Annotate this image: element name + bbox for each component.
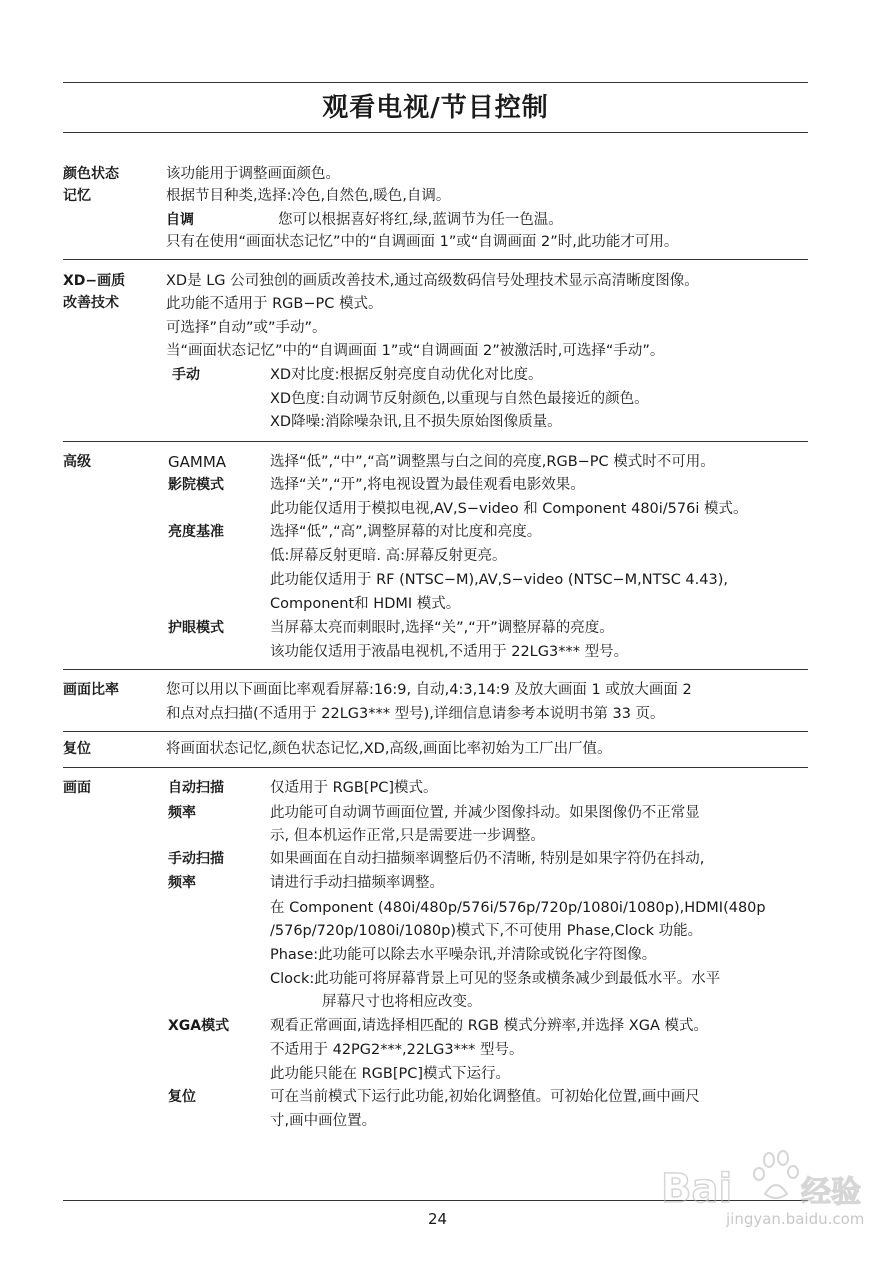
xd-line: 可选择”自动”或”手动”。 [166, 320, 327, 336]
color-memory-line: 根据节目种类,选择:冷色,自然色,暖色,自调。 [166, 188, 451, 204]
manual-config-text: Phase:此功能可以除去水平噪杂讯,并清除或锐化字符图像。 [270, 947, 657, 963]
color-memory-line: 该功能用于调整画面颜色。 [166, 166, 340, 182]
advanced-label: 高级 [63, 454, 91, 470]
gamma-text: 选择“低”,“中”,“高”调整黑与白之间的亮度,RGB−PC 模式时不可用。 [270, 454, 715, 470]
manual-config-text: /576p/720p/1080i/1080p)模式下,不可使用 Phase,Clock 功能。 [270, 923, 703, 939]
screen-label: 画面 [63, 780, 91, 796]
color-memory-label-2: 记忆 [63, 188, 91, 204]
section-divider [63, 731, 808, 732]
cinema-text: 此功能仅适用于模拟电视,AV,S−video 和 Component 480i/576i 模式。 [270, 501, 748, 517]
screen-reset-text: 寸,画中画位置。 [270, 1113, 377, 1129]
eye-care-label: 护眼模式 [168, 620, 224, 636]
watermark-url: jingyan.baidu.com [726, 1210, 865, 1228]
manual-config-label-2: 频率 [168, 875, 196, 891]
manual-config-text: 请进行手动扫描频率调整。 [270, 875, 444, 891]
xd-sub-label: 手动 [172, 367, 200, 383]
manual-config-text: 屏幕尺寸也将相应改变。 [322, 994, 482, 1010]
section-divider [63, 259, 808, 260]
black-level-text: 选择“低”,“高”,调整屏幕的对比度和亮度。 [270, 524, 542, 540]
eye-care-text: 当屏幕太亮而刺眼时,选择“关”,“开”调整屏幕的亮度。 [270, 620, 614, 636]
xga-mode-text: 观看正常画面,请选择相匹配的 RGB 模式分辨率,并选择 XGA 模式。 [270, 1018, 708, 1034]
xd-line: 此功能不适用于 RGB−PC 模式。 [166, 296, 383, 312]
aspect-line: 和点对点扫描(不适用于 22LG3*** 型号),详细信息请参考本说明书第 33 页。 [166, 706, 665, 722]
black-level-text: 此功能仅适用于 RF (NTSC−M),AV,S−video (NTSC−M,NTSC 4.43), [270, 572, 728, 588]
color-memory-line: 只有在使用“画面状态记忆”中的“自调画面 1”或“自调画面 2”时,此功能才可用。 [166, 234, 679, 250]
cinema-text: 选择“关”,“开”,将电视设置为最佳观看电影效果。 [270, 477, 585, 493]
xga-mode-text: 不适用于 42PG2***,22LG3*** 型号。 [270, 1042, 524, 1058]
page-title: 观看电视/节目控制 [322, 93, 549, 123]
auto-config-label: 自动扫描 [168, 780, 224, 796]
title-underline [63, 132, 808, 133]
reset-label: 复位 [63, 741, 91, 757]
manual-config-label: 手动扫描 [168, 851, 224, 867]
xd-line: 当“画面状态记忆”中的“自调画面 1”或“自调画面 2”被激活时,可选择“手动”。 [166, 343, 665, 359]
xd-sub-line: XD降噪:消除噪杂讯,且不损失原始图像质量。 [270, 414, 562, 430]
gamma-label: GAMMA [168, 453, 227, 471]
xd-label: XD−画质 [63, 273, 126, 289]
color-memory-sub-label: 自调 [166, 212, 194, 228]
page-number: 24 [427, 1210, 448, 1228]
auto-config-text: 仅适用于 RGB[PC]模式。 [270, 780, 438, 796]
section-divider [63, 441, 808, 442]
screen-reset-text: 可在当前模式下运行此功能,初始化调整值。可初始化位置,画中画尺 [270, 1089, 700, 1105]
color-memory-sub-text: 您可以根据喜好将红,绿,蓝调节为任一色温。 [278, 212, 563, 228]
xga-mode-label: XGA模式 [168, 1018, 230, 1034]
eye-care-text: 该功能仅适用于液晶电视机,不适用于 22LG3*** 型号。 [270, 644, 629, 660]
black-level-label: 亮度基准 [168, 524, 224, 540]
manual-config-text: Clock:此功能可将屏幕背景上可见的竖条或横条减少到最低水平。水平 [270, 971, 721, 987]
black-level-text: Component和 HDMI 模式。 [270, 596, 461, 612]
screen-reset-label: 复位 [168, 1089, 196, 1105]
svg-text:经验: 经验 [801, 1175, 861, 1210]
black-level-text: 低:屏幕反射更暗. 高:屏幕反射更亮。 [270, 548, 507, 564]
xd-line: XD是 LG 公司独创的画质改善技术,通过高级数码信号处理技术显示高清晰度图像。 [166, 273, 699, 289]
xd-sub-line: XD对比度:根据反射亮度自动优化对比度。 [270, 367, 543, 383]
aspect-label: 画面比率 [63, 682, 119, 698]
top-rule [63, 82, 808, 83]
xd-sub-line: XD色度:自动调节反射颜色,以重现与自然色最接近的颜色。 [270, 391, 649, 407]
manual-config-text: 如果画面在自动扫描频率调整后仍不清晰, 特别是如果字符仍在抖动, [270, 851, 705, 867]
auto-config-text: 示, 但本机运作正常,只是需要进一步调整。 [270, 828, 545, 844]
svg-text:Bai: Bai [661, 1166, 733, 1212]
xga-mode-text: 此功能只能在 RGB[PC]模式下运行。 [270, 1066, 511, 1082]
section-divider [63, 669, 808, 670]
section-divider [63, 767, 808, 768]
aspect-line: 您可以用以下画面比率观看屏幕:16:9, 自动,4:3,14:9 及放大画面 1 或放大画面 2 [166, 682, 692, 698]
auto-config-text: 此功能可自动调节画面位置, 并减少图像抖动。如果图像仍不正常显 [270, 805, 700, 821]
baidu-watermark [661, 1150, 865, 1260]
auto-config-label-2: 频率 [168, 805, 196, 821]
reset-line: 将画面状态记忆,颜色状态记忆,XD,高级,画面比率初始为工厂出厂值。 [166, 741, 612, 757]
manual-config-text: 在 Component (480i/480p/576i/576p/720p/1080i/1080p),HDMI(480p [270, 900, 766, 916]
xd-label-2: 改善技术 [63, 295, 119, 311]
baidu-paw-logo-icon [661, 1150, 861, 1212]
cinema-label: 影院模式 [168, 477, 224, 493]
color-memory-label: 颜色状态 [63, 166, 119, 182]
